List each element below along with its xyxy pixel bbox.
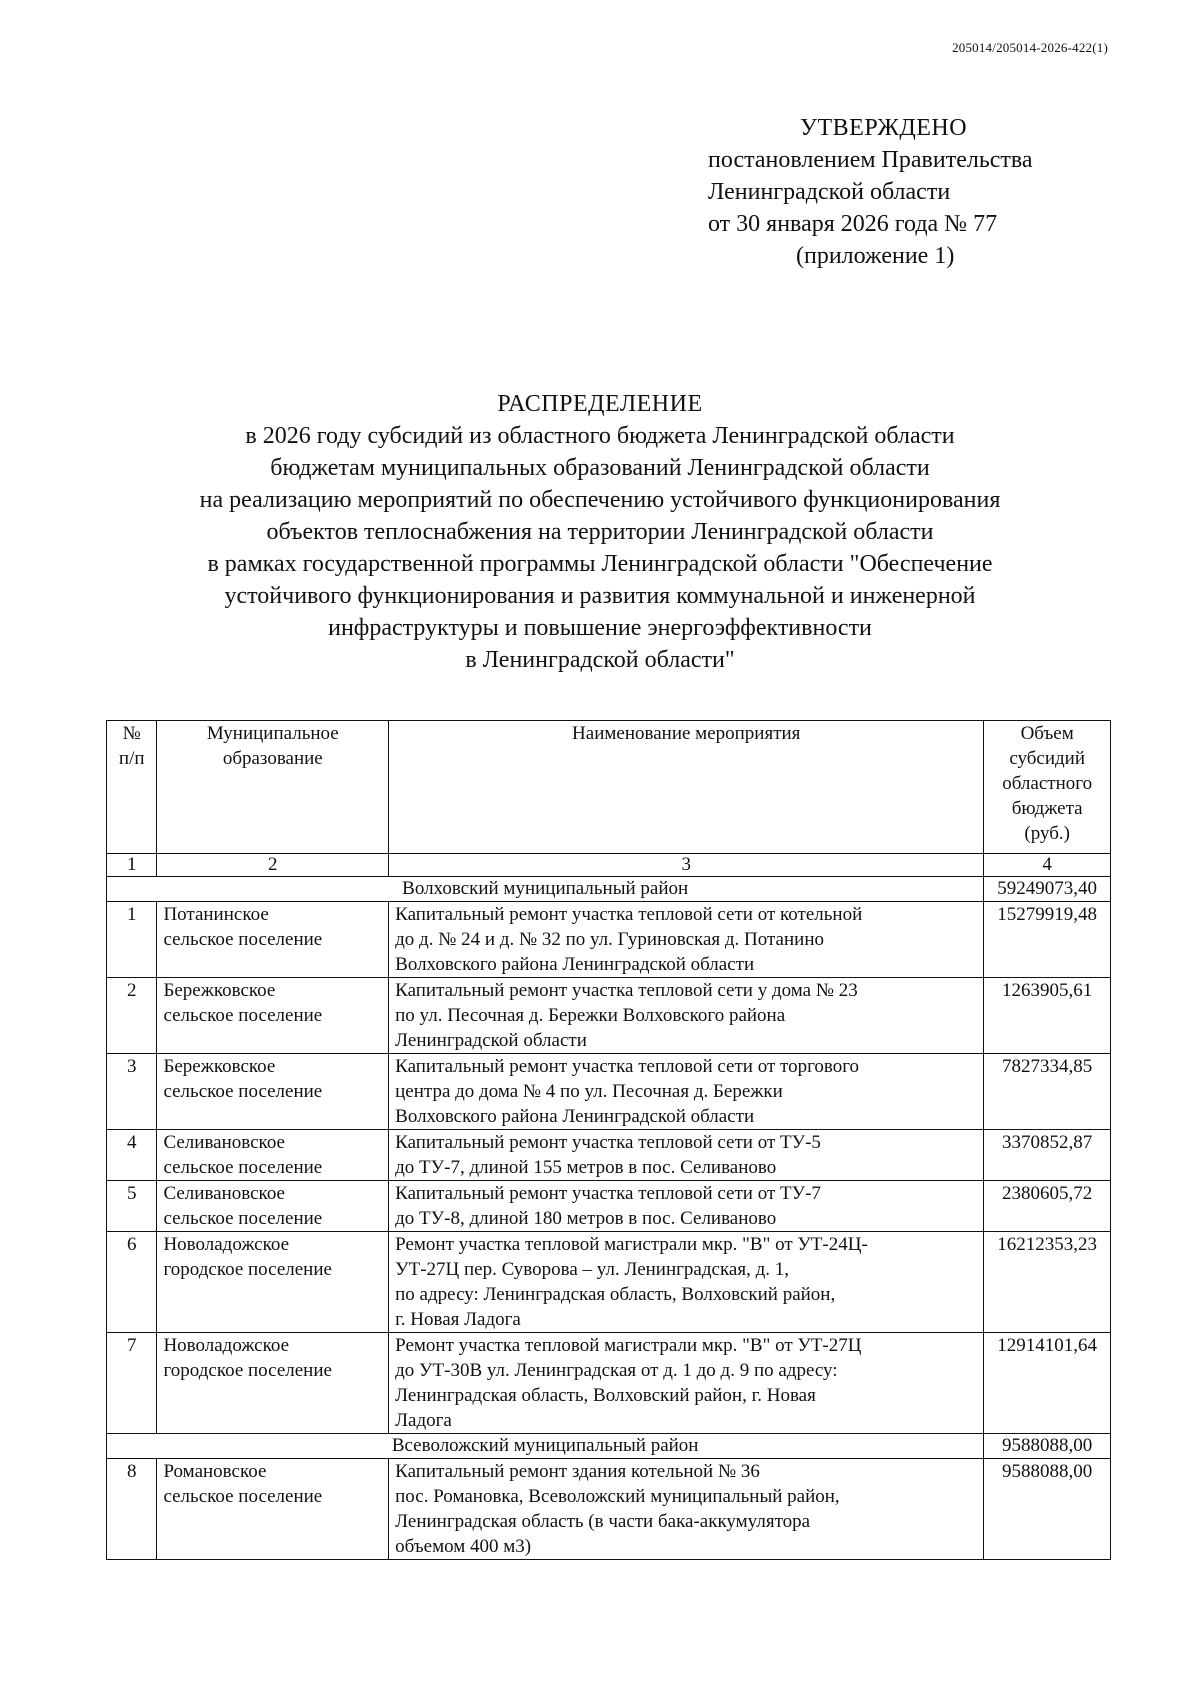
- table-header-row: [107, 721, 1111, 854]
- district-total: 59249073,40: [984, 877, 1111, 902]
- municipality-cell: Потанинское сельское поселение: [157, 902, 389, 978]
- amount-cell: 9588088,00: [984, 1459, 1111, 1560]
- row-number: 5: [107, 1181, 157, 1232]
- header-municipality: Муниципальное образование: [157, 721, 389, 854]
- event-cell: Капитальный ремонт участка тепловой сети от ТУ-7 до ТУ-8, длиной 180 метров в пос. Селиваново: [389, 1181, 984, 1232]
- table-row: [107, 978, 1111, 1054]
- heading-line: инфраструктуры и повышение энергоэффективности: [328, 615, 872, 641]
- district-name: Волховский муниципальный район: [107, 877, 984, 902]
- municipality-cell: Селивановское сельское поселение: [157, 1130, 389, 1181]
- municipality-cell: Новоладожское городское поселение: [157, 1232, 389, 1333]
- municipality-cell: Бережковское сельское поселение: [157, 978, 389, 1054]
- subsidy-table: [106, 720, 1111, 1560]
- event-cell: Капитальный ремонт участка тепловой сети от ТУ-5 до ТУ-7, длиной 155 метров в пос. Селиваново: [389, 1130, 984, 1181]
- municipality-cell: Селивановское сельское поселение: [157, 1181, 389, 1232]
- column-number: 3: [389, 854, 984, 877]
- heading-line: в Ленинградской области": [465, 647, 735, 673]
- event-cell: Ремонт участка тепловой магистрали мкр. "В" от УТ-27Ц до УТ-30В ул. Ленинградская от д. 1 до д. 9 по адресу: Ленинградская область, Волховский район, г. Новая Ладога: [389, 1333, 984, 1434]
- column-number-row: [107, 854, 1111, 877]
- heading-line: устойчивого функционирования и развития коммунальной и инженерной: [224, 583, 976, 609]
- document-heading: [100, 388, 1100, 676]
- row-number: 7: [107, 1333, 157, 1434]
- amount-cell: 16212353,23: [984, 1232, 1111, 1333]
- heading-line: в 2026 году субсидий из областного бюджета Ленинградской области: [245, 423, 955, 449]
- approval-line: постановлением Правительства: [708, 147, 1033, 173]
- column-number: 1: [107, 854, 157, 877]
- document-id: 205014/205014-2026-422(1): [952, 40, 1108, 55]
- row-number: 2: [107, 978, 157, 1054]
- table-row: [107, 1333, 1111, 1434]
- amount-cell: 7827334,85: [984, 1054, 1111, 1130]
- heading-line: на реализацию мероприятий по обеспечению устойчивого функционирования: [199, 487, 1001, 513]
- approval-line: от 30 января 2026 года № 77: [708, 211, 998, 237]
- event-cell: Капитальный ремонт участка тепловой сети от котельной до д. № 24 и д. № 32 по ул. Гуриновская д. Потанино Волховского района Ленинградской области: [389, 902, 984, 978]
- heading-line: в рамках государственной программы Ленинградской области "Обеспечение: [207, 551, 993, 577]
- row-number: 3: [107, 1054, 157, 1130]
- table-row: [107, 1054, 1111, 1130]
- district-row: [107, 1434, 1111, 1459]
- event-cell: Капитальный ремонт участка тепловой сети у дома № 23 по ул. Песочная д. Бережки Волховского района Ленинградской области: [389, 978, 984, 1054]
- municipality-cell: Романовское сельское поселение: [157, 1459, 389, 1560]
- header-volume: Объем субсидий областного бюджета (руб.): [984, 721, 1111, 854]
- table-row: [107, 1459, 1111, 1560]
- header-number: № п/п: [107, 721, 157, 854]
- heading-title: РАСПРЕДЕЛЕНИЕ: [497, 391, 703, 417]
- district-total: 9588088,00: [984, 1434, 1111, 1459]
- municipality-cell: Бережковское сельское поселение: [157, 1054, 389, 1130]
- row-number: 1: [107, 902, 157, 978]
- municipality-cell: Новоладожское городское поселение: [157, 1333, 389, 1434]
- event-cell: Ремонт участка тепловой магистрали мкр. "В" от УТ-24Ц- УТ-27Ц пер. Суворова – ул. Ленинградская, д. 1, по адресу: Ленинградская область, Волховский район, г. Новая Ладога: [389, 1232, 984, 1333]
- event-cell: Капитальный ремонт здания котельной № 36 пос. Романовка, Всеволожский муниципальный район, Ленинградская область (в части бака-аккумулятора объемом 400 м3): [389, 1459, 984, 1560]
- amount-cell: 2380605,72: [984, 1181, 1111, 1232]
- column-number: 4: [984, 854, 1111, 877]
- column-number: 2: [157, 854, 389, 877]
- table-row: [107, 902, 1111, 978]
- header-event: Наименование мероприятия: [389, 721, 984, 854]
- heading-line: объектов теплоснабжения на территории Ленинградской области: [266, 519, 934, 545]
- amount-cell: 12914101,64: [984, 1333, 1111, 1434]
- amount-cell: 1263905,61: [984, 978, 1111, 1054]
- table-row: [107, 1181, 1111, 1232]
- approval-line: Ленинградской области: [708, 179, 951, 205]
- event-cell: Капитальный ремонт участка тепловой сети от торгового центра до дома № 4 по ул. Песочная д. Бережки Волховского района Ленинградской области: [389, 1054, 984, 1130]
- approval-annex: (приложение 1): [796, 243, 955, 269]
- approval-stamp: [708, 112, 1033, 272]
- table-row: [107, 1130, 1111, 1181]
- approval-title: УТВЕРЖДЕНО: [800, 115, 968, 141]
- district-row: [107, 877, 1111, 902]
- table-row: [107, 1232, 1111, 1333]
- amount-cell: 3370852,87: [984, 1130, 1111, 1181]
- row-number: 8: [107, 1459, 157, 1560]
- amount-cell: 15279919,48: [984, 902, 1111, 978]
- row-number: 6: [107, 1232, 157, 1333]
- heading-line: бюджетам муниципальных образований Ленинградской области: [270, 455, 930, 481]
- district-name: Всеволожский муниципальный район: [107, 1434, 984, 1459]
- row-number: 4: [107, 1130, 157, 1181]
